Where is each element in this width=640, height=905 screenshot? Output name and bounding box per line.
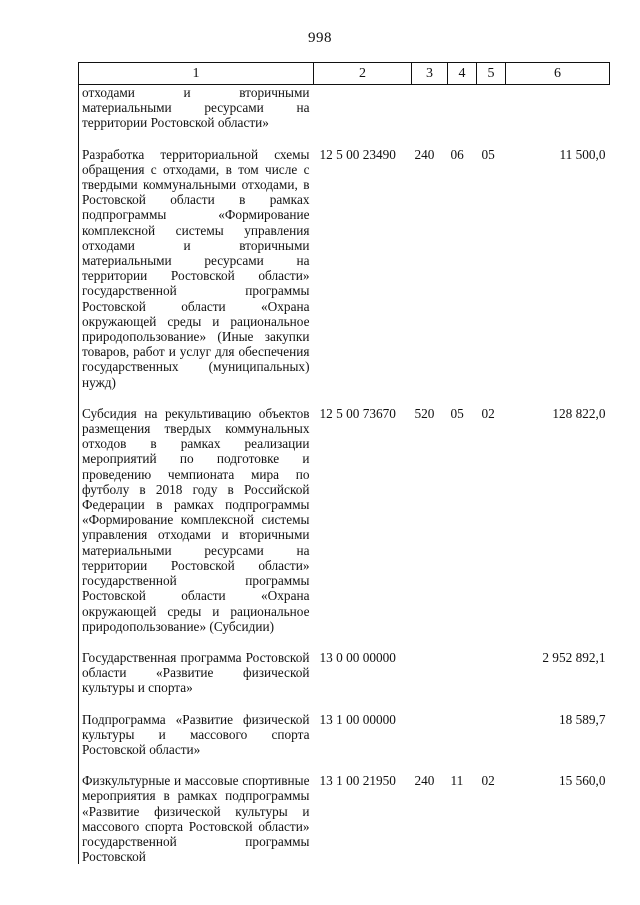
row-rz (448, 85, 477, 131)
row-pr: 05 (481, 146, 495, 162)
row-amount: 128 822,0 (552, 405, 606, 421)
table-row (79, 650, 610, 696)
table-row (79, 406, 610, 634)
row-amount (506, 85, 610, 131)
budget-table (78, 62, 610, 864)
header-col-vr: 3 (412, 63, 448, 85)
row-rz: 06 (450, 146, 464, 162)
page-number: 998 (308, 30, 332, 46)
row-vr (412, 712, 448, 758)
row-vr: 240 (414, 146, 435, 162)
header-col-pr: 5 (477, 63, 506, 85)
row-amount: 18 589,7 (558, 711, 606, 727)
row-name: Разработка территориальной схемы обращения с отходами, в том числе с твердыми коммунальными отходами, в Ростовской области в рамках подпрограммы «Формирование комплексной системы управления отходами и вторичными материальными ресурсами на территории Ростовской области» государственной программы Ростовской области «Охрана окружающей среды и рациональное природопользование» (Иные закупки товаров, работ и услуг для обеспечения государственных (муниципальных) нужд) (79, 147, 314, 390)
row-name: отходами и вторичными материальными ресурсами на территории Ростовской области» (79, 85, 314, 131)
table-header-row (79, 63, 610, 85)
header-col-name: 1 (79, 63, 314, 85)
row-rz (448, 650, 477, 696)
row-rz: 05 (450, 405, 464, 421)
row-vr: 520 (414, 405, 435, 421)
row-name: Субсидия на рекультивацию объектов размещения твердых коммунальных отходов в рамках реализации мероприятий по подготовке и проведению чемпионата мира по футболу в 2018 году в Российской Федерации в рамках подпрограммы «Формирование комплексной системы управления отходами и вторичными материальными ресурсами на территории Ростовской области» государственной программы Ростовской области «Охрана окружающей среды и рациональное природопользование» (Субсидии) (79, 406, 314, 634)
row-pr (477, 85, 506, 131)
row-pr: 02 (481, 405, 495, 421)
table-row (79, 773, 610, 864)
table-row (79, 85, 610, 131)
header-col-rz: 4 (448, 63, 477, 85)
row-code: 12 5 00 73670 (319, 405, 396, 421)
row-amount: 15 560,0 (558, 773, 606, 789)
row-name: Физкультурные и массовые спортивные мероприятия в рамках подпрограммы «Развитие физической культуры и массового спорта Ростовской области» государственной программы Ростовской (79, 773, 314, 864)
row-code (314, 85, 412, 131)
row-code: 13 1 00 21950 (319, 773, 396, 789)
row-pr (477, 712, 506, 758)
row-amount: 2 952 892,1 (542, 649, 606, 665)
row-rz: 11 (450, 773, 464, 789)
table-row (79, 712, 610, 758)
header-col-code: 2 (314, 63, 412, 85)
row-name: Подпрограмма «Развитие физической культуры и массового спорта Ростовской области» (79, 712, 314, 758)
row-pr (477, 650, 506, 696)
header-col-amount: 6 (506, 63, 610, 85)
row-amount: 11 500,0 (559, 146, 606, 162)
row-vr (412, 85, 448, 131)
row-code: 12 5 00 23490 (319, 146, 396, 162)
row-rz (448, 712, 477, 758)
row-vr: 240 (414, 773, 435, 789)
row-code: 13 1 00 00000 (319, 711, 396, 727)
row-name: Государственная программа Ростовской области «Развитие физической культуры и спорта» (79, 650, 314, 696)
row-code: 13 0 00 00000 (319, 649, 396, 665)
table-row (79, 147, 610, 390)
row-vr (412, 650, 448, 696)
row-pr: 02 (481, 773, 495, 789)
